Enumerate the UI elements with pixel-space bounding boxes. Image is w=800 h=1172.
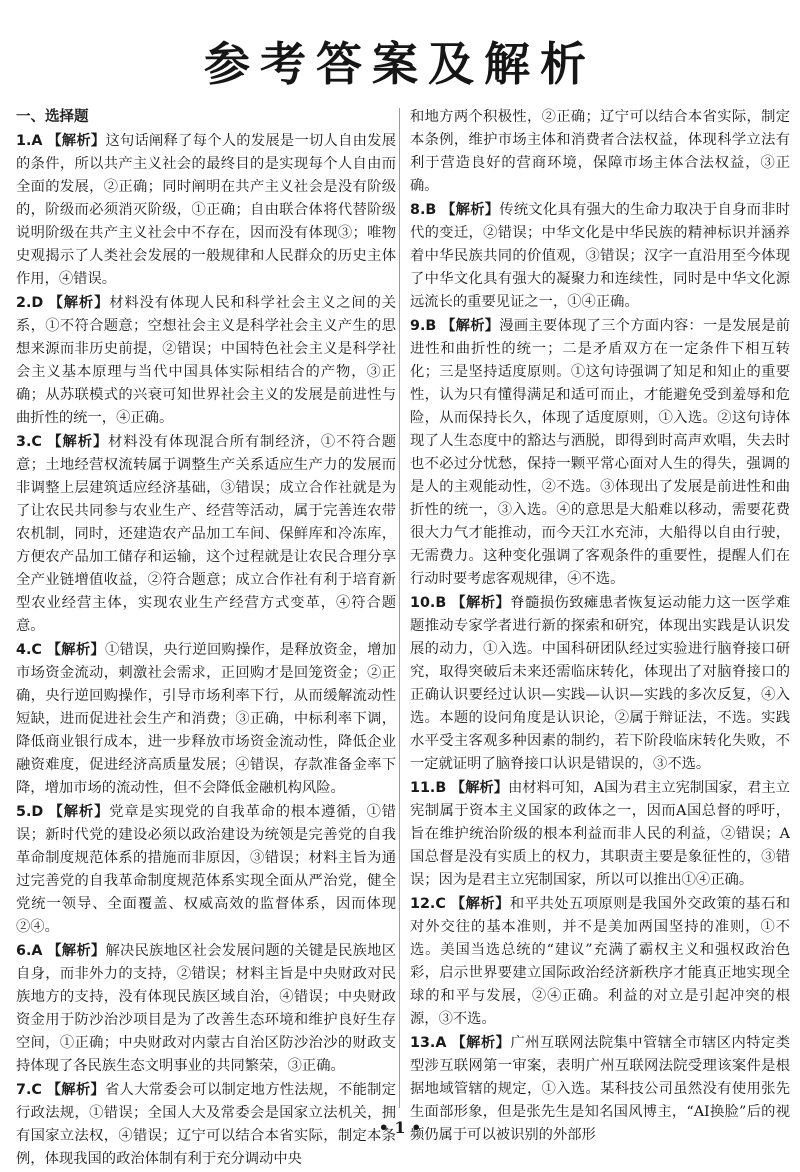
answer-number: 6. [16,943,32,959]
answer-number: 3. [16,434,32,450]
answer-number: 7. [16,1082,32,1098]
answer-item [410,106,790,198]
answer-number: 10. [410,595,436,611]
answer-choice: C [31,642,42,658]
answer-item [410,592,790,776]
analysis-tag: 【解析】 [48,804,110,820]
answer-text: 材料没有体现混合所有制经济，①不符合题意；土地经营权流转属于调整生产关系适应生产力的发展而非调整上层建筑适应经济基础，③错误；成立合作社就是为了让农民共同参与农业生产、经营等活动，属于完善连农带农机制，同时，还建造农产品加工车间、保鲜库和冷冻库，方便农产品加工储存和运输，这个过程就是让农民合理分享全产业链增值收益，②符合题意；成立合作社有利于培育新型农业经营主体，实现农业生产经营方式变革，④符合题意。 [16,434,397,634]
answer-item [16,801,396,939]
page-number: • 1 • [378,1118,422,1137]
column-divider [399,108,400,1108]
answer-paragraph [16,130,396,291]
answer-text: 解决民族地区社会发展问题的关键是民族地区自身，而非外力的支持，②错误；材料主旨是中央财政对民族地方的支持，没有体现民族区域自治，④错误；中央财政资金用于防沙治沙项目是为了改善生态环境和维护良好生存空间，①正确；中央财政对内蒙古自治区防沙治沙的财政支持体现了各民族生态文明事业的共同繁荣，③正确。 [16,943,397,1074]
answer-paragraph [410,199,790,314]
answer-text: 党章是实现党的自我革命的根本遵循，①错误；新时代党的建设必须以政治建设为统领是完善党的自我革命制度规范体系的措施而非原因，③错误；材料主旨为通过完善党的自我革命制度规范体系实现全面从严治党，健全党统一领导、全面覆盖、权威高效的监督体系，因而体现②④。 [16,804,397,935]
answer-choice: B [435,595,447,611]
answer-number: 5. [16,804,32,820]
answer-choice: D [31,295,44,311]
answer-number: 9. [410,318,426,334]
answer-paragraph [16,292,396,430]
answer-choice: C [31,1082,42,1098]
left-column [16,106,396,1172]
answer-text: 材料没有体现人民和科学社会主义之间的关系，①不符合题意；空想社会主义是科学社会主义产生的思想来源而非历史前提，②错误；中国特色社会主义是科学社会主义基本原理与当代中国具体实际相结合的产物，③正确；从苏联模式的兴衰可知世界社会主义的发展是前进性与曲折性的统一，④正确。 [16,295,397,426]
answer-paragraph [16,639,396,800]
answer-item [16,431,396,638]
answer-paragraph [410,106,790,198]
answer-choice: D [31,804,44,820]
analysis-tag: 【解析】 [441,202,500,218]
answer-choice: B [425,318,437,334]
analysis-tag: 【解析】 [450,896,510,912]
answer-number: 12. [410,896,436,912]
answer-item [16,130,396,291]
answer-choice: B [435,780,447,796]
answer-number: 8. [410,202,426,218]
answer-text: 传统文化具有强大的生命力取决于自身而非时代的变迁，②错误；中华文化是中华民族的精神标识并涵养着中华民族共同的价值观，③错误；汉字一直沿用至今体现了中华文化具有强大的凝聚力和连续性，同时是中华文化源远流长的重要见证之一，①④正确。 [410,202,791,310]
analysis-tag: 【解析】 [441,318,500,334]
answer-number: 4. [16,642,32,658]
answer-item [410,777,790,892]
answer-paragraph [410,592,790,776]
answer-text: ①错误，央行逆回购操作，是释放资金，增加市场资金流动，刺激社会需求，正回购才是回笼资金；②正确，央行逆回购操作，引导市场利率下行，从而缓解流动性短缺，进而促进社会生产和消费；③正确，中标利率下调，降低商业银行成本，进一步释放市场资金流动性，降低企业融资难度，促进经济高质量发展；④错误，存款准备金率下降，增加市场的流动性，但不会降低金融机构风险。 [16,642,397,796]
answer-paragraph [16,940,396,1078]
analysis-tag: 【解析】 [450,780,508,796]
answer-item [16,639,396,800]
answer-text: 这句话阐释了每个人的发展是一切人自由发展的条件，所以共产主义社会的最终目的是实现每个人自由而全面的发展，②正确；同时阐明在共产主义社会是没有阶级的，阶级而必须消灭阶级，①正确；自由联合体将代替阶级说明阶级在共产主义社会中不存在，因而没有体现③；唯物史观揭示了人类社会发展的一般规律和人民群众的历史主体作用，④错误。 [16,133,397,287]
analysis-tag: 【解析】 [47,133,106,149]
analysis-tag: 【解析】 [46,642,105,658]
answer-choice: C [31,434,42,450]
answer-number: 13. [410,1035,436,1051]
analysis-tag: 【解析】 [47,943,106,959]
answer-item [410,893,790,1031]
answer-item [16,940,396,1078]
answer-text: 省人大常委会可以制定地方性法规，不能制定行政法规，①错误；全国人大及常委会是国家立法机关，拥有国家立法权，④错误；辽宁可以结合本省实际，制定本条例，体现我国的政治体制有利于充分调动中央 [16,1082,397,1167]
answer-text: 广州互联网法院集中管辖全市辖区内特定类型涉互联网第一审案，表明广州互联网法院受理该案件是根据地域管辖的规定，①入选。某科技公司虽然没有使用张先生面部形象，但是张先生是知名国风博主，“AI换脸”后的视频仍属于可以被识别的外部形 [410,1035,791,1143]
page-title: 参考答案及解析 [204,37,596,91]
answer-item [16,292,396,430]
answer-paragraph [16,801,396,939]
answer-item [410,315,790,591]
answer-choice: A [435,1035,447,1051]
analysis-tag: 【解析】 [47,434,109,450]
analysis-tag: 【解析】 [451,1035,511,1051]
answer-number: 1. [16,133,32,149]
answer-paragraph [410,777,790,892]
section-heading: 一、选择题 [16,109,89,125]
answer-choice: B [425,202,437,218]
answer-text: 和地方两个积极性，②正确；辽宁可以结合本省实际，制定本条例，维护市场主体和消费者合法权益，体现科学立法有利于营造良好的营商环境，保障市场主体合法权益，③正确。 [410,109,790,194]
answer-number: 11. [410,780,436,796]
answer-text: 脊髓损伤致瘫患者恢复运动能力这一医学难题推动专家学者进行新的探索和研究，体现出实践是认识发展的动力，①入选。中国科研团队经过实验进行脑脊接口研究，取得突破后未来还需临床转化，体现出了对脑脊接口的正确认识要经过认识—实践—认识—实践的多次反复，④入选。本题的设问角度是认识论，②属于辩证法，不选。实践水平受主客观多种因素的制约，若下阶段临床转化失败，不一定就证明了脑脊接口认识是错误的，③不选。 [410,595,791,772]
analysis-tag: 【解析】 [46,1082,105,1098]
answer-paragraph [410,893,790,1031]
analysis-tag: 【解析】 [48,295,110,311]
answer-paragraph [16,431,396,638]
answer-item [410,199,790,314]
answer-text: 漫画主要体现了三个方面内容：一是发展是前进性和曲折性的统一；二是矛盾双方在一定条件下相互转化；三是坚持适度原则。①这句诗强调了知足和知止的重要性，认为只有懂得满足和适可而止，才能避免受到羞辱和危险，从而保持长久，体现了适度原则，①入选。②这句诗体现了人生态度中的豁达与洒脱，即得到时高声欢唱，失去时也不必过分忧愁，保持一颗平常心面对人生的得失，强调的是人的主观能动性，②不选。③体现出了发展是前进性和曲折性的统一，③入选。④的意思是大船难以移动，需要花费很大力气才能推动，而今天江水充沛，大船得以自由行驶，无需费力。这种变化强调了客观条件的重要性，提醒人们在行动时要考虑客观规律，④不选。 [410,318,791,587]
answer-choice: A [31,943,43,959]
answer-text: 由材料可知，A国为君主立宪制国家，君主立宪制属于资本主义国家的政体之一，因而A国总督的呼吁，旨在维护统治阶级的根本利益而非人民的利益，②错误；A国总督是没有实质上的权力，其职责主要是象征性的，③错误；因为是君主立宪制国家，所以可以推出①④正确。 [410,780,791,888]
answer-text: 和平共处五项原则是我国外交政策的基石和对外交往的基本准则，并不是美加两国坚持的准则，①不选。美国当选总统的“建议”充满了霸权主义和强权政治色彩，启示世界要建立国际政治经济新秩序才能真正地实现全球的和平与发展，②④正确。利益的对立是引起冲突的根源，③不选。 [410,896,791,1027]
answer-number: 2. [16,295,32,311]
analysis-tag: 【解析】 [451,595,511,611]
answer-choice: C [435,896,446,912]
right-column [410,106,790,1148]
answer-choice: A [31,133,43,149]
answer-paragraph [410,315,790,591]
